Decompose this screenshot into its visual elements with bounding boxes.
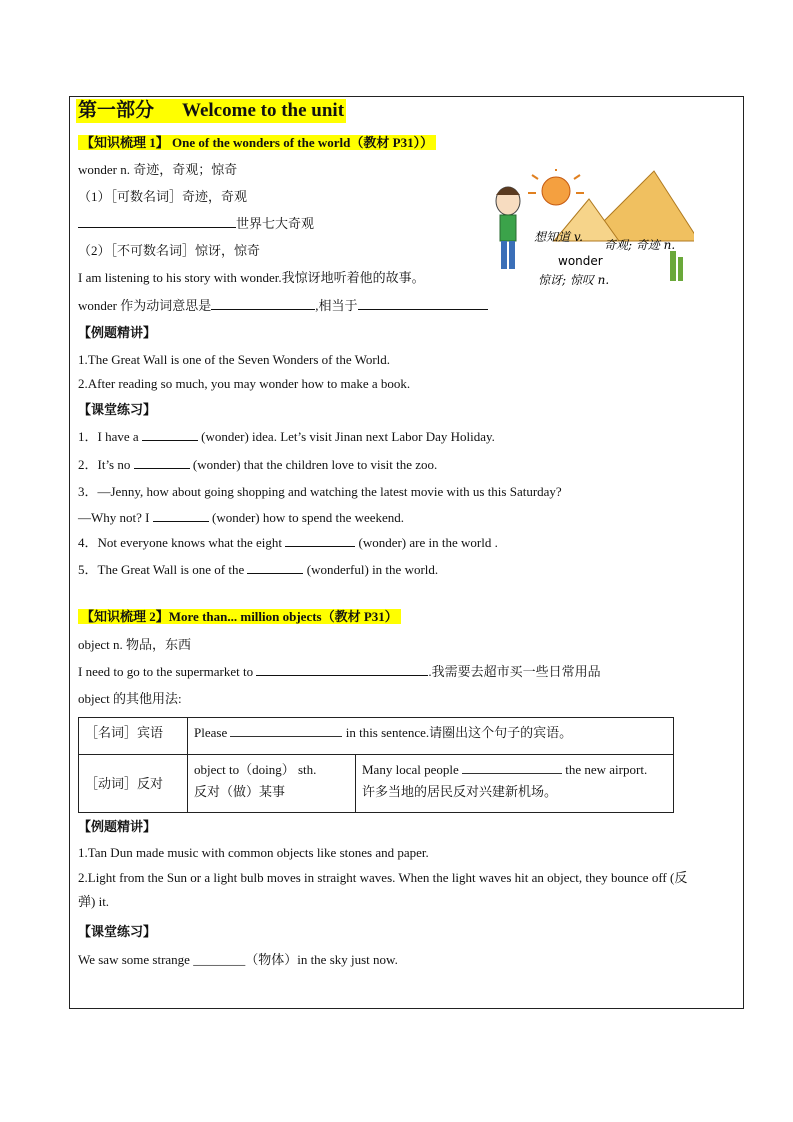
practice-q2: 2．It’s no (wonder) that the children love to visit the zoo. [78, 457, 438, 472]
kp1-example-sentence: I am listening to his story with wonder.我惊讶地听着他的故事。 [78, 270, 425, 285]
kp2-heading: 【知识梳理 2】More than... million objects（教材 P31） [78, 608, 401, 626]
answer-blank[interactable] [134, 456, 190, 469]
answer-blank[interactable] [256, 663, 428, 676]
cartoon-label-wonder-verb: 想知道 v. [534, 230, 583, 244]
practice-q3: 3．—Jenny, how about going shopping and watching the latest movie with us this Saturday? [78, 484, 562, 499]
table-row1-label: ［名词］宾语 [79, 718, 188, 755]
practice-heading-1: 【课堂练习】 [78, 402, 157, 417]
example-2-2-cont: 弹) it. [78, 894, 110, 909]
answer-blank[interactable] [230, 725, 342, 737]
kp1-sense1: （1）［可数名词］奇迹，奇观 [78, 189, 248, 204]
table-row2-label: ［动词］反对 [79, 755, 188, 813]
kp1-verb-meaning: wonder 作为动词意思是 ,相当于 [78, 297, 488, 315]
answer-blank[interactable] [153, 509, 209, 522]
examples-heading-2: 【例题精讲】 [78, 819, 157, 834]
practice-q3-reply: —Why not? I (wonder) how to spend the weekend. [78, 510, 405, 525]
cartoon-label-wonder-noun-2: 惊讶; 惊叹 n. [538, 273, 610, 287]
kp1-heading: 【知识梳理 1】 One of the wonders of the world（教材 P31）） [78, 134, 436, 152]
example-1-1: 1.The Great Wall is one of the Seven Wonders of the World. [78, 352, 391, 367]
kp2-sentence: I need to go to the supermarket to .我需要去超市买一些日常用品 [78, 664, 601, 679]
example-2-2: 2.Light from the Sun or a light bulb moves in straight waves. When the light waves hit an object, they bounce off (反 [78, 870, 688, 885]
kp2-definition: object n. 物品，东西 [78, 637, 192, 652]
answer-blank[interactable] [247, 561, 303, 574]
practice2-q1: We saw some strange ________（物体）in the sky just now. [78, 952, 398, 967]
answer-blank[interactable]: ________ [193, 952, 246, 967]
practice-q1: 1．I have a (wonder) idea. Let’s visit Jinan next Labor Day Holiday. [78, 429, 495, 444]
title-en: Welcome to the unit [182, 100, 345, 121]
example-1-2: 2.After reading so much, you may wonder how to make a book. [78, 376, 411, 391]
title-cn: 第一部分 [78, 100, 155, 121]
cartoon-label-wonder-noun-1: 奇观; 奇迹 n. [604, 238, 676, 252]
table-row2-usage: object to（doing） sth. 反对（做）某事 [188, 755, 356, 813]
table-row2-example: Many local people the new airport. 许多当地的居民反对兴建新机场。 [356, 755, 674, 813]
answer-blank[interactable] [142, 428, 198, 441]
practice-q4: 4．Not everyone knows what the eight (wonder) are in the world . [78, 535, 498, 550]
kp1-sense1-example: 世界七大奇观 [78, 215, 314, 233]
answer-blank[interactable] [285, 534, 355, 547]
examples-heading-1: 【例题精讲】 [78, 325, 157, 340]
wonder-cartoon-illustration [494, 169, 694, 289]
worksheet-frame [69, 96, 744, 1009]
section-title [76, 99, 346, 123]
answer-blank[interactable] [462, 762, 562, 774]
kp1-sense2: （2）［不可数名词］惊讶，惊奇 [78, 243, 261, 258]
practice-heading-2: 【课堂练习】 [78, 924, 157, 939]
object-usage-table [78, 717, 674, 813]
cartoon-label-wonder-center: wonder [558, 254, 603, 268]
practice-q5: 5．The Great Wall is one of the (wonderful) in the world. [78, 562, 439, 577]
table-row1-content: Please in this sentence.请圈出这个句子的宾语。 [188, 718, 674, 755]
example-2-1: 1.Tan Dun made music with common objects like stones and paper. [78, 845, 429, 860]
kp1-definition: wonder n. 奇迹，奇观；惊奇 [78, 162, 238, 177]
kp2-other-usage: object 的其他用法: [78, 691, 182, 706]
